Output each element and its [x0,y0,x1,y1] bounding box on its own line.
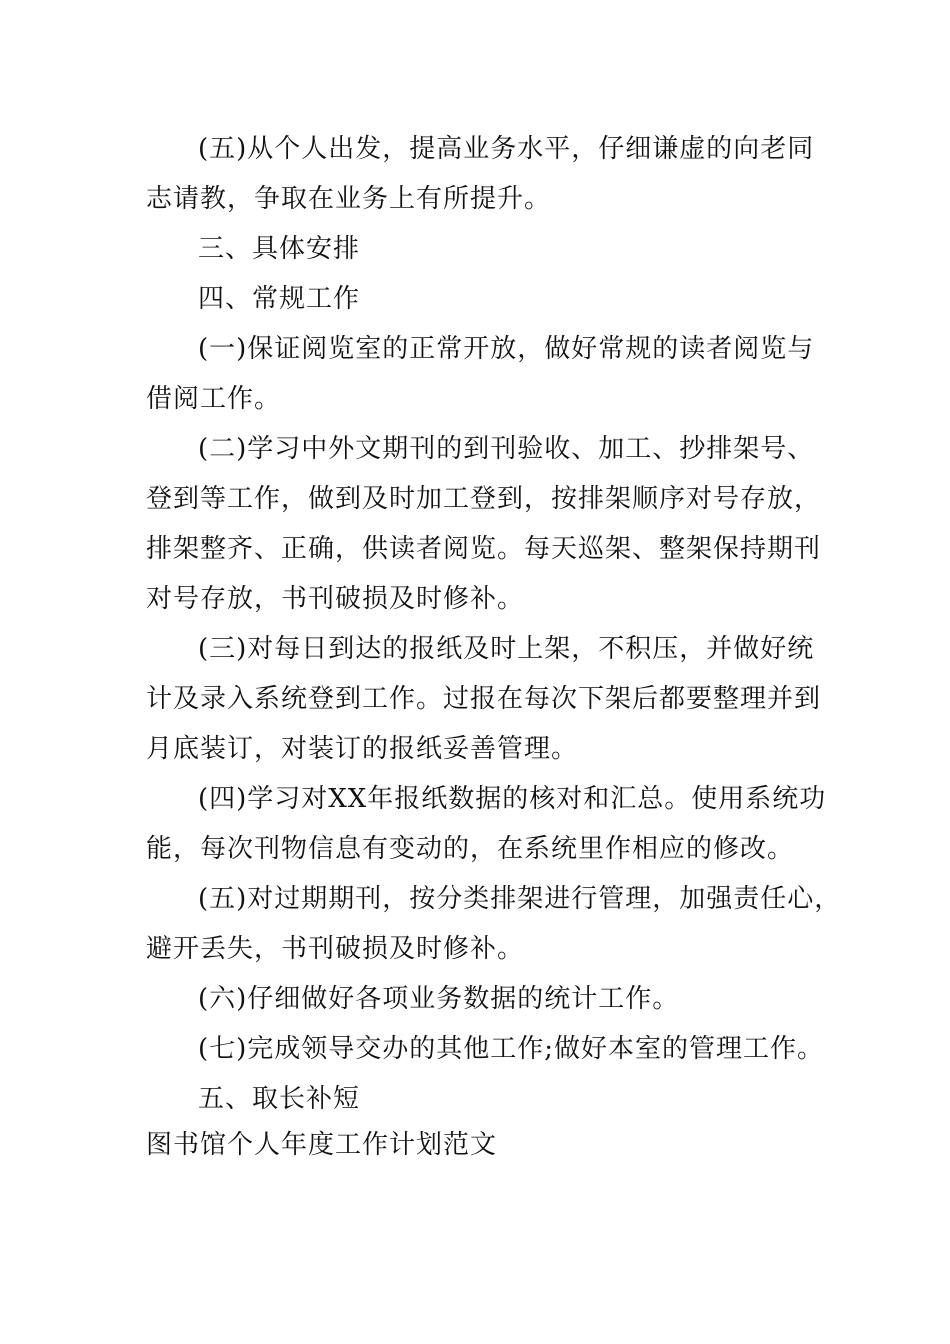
paragraph-line: 能，每次刊物信息有变动的，在系统里作相应的修改。 [146,834,795,864]
paragraph-line: (三)对每日到达的报纸及时上架，不积压，并做好统 [198,634,815,664]
paragraph-line: (四)学习对XX年报纸数据的核对和汇总。使用系统功 [198,784,827,814]
paragraph-line: 计及录入系统登到工作。过报在每次下架后都要整理并到 [146,684,822,714]
paragraph-line: (五)对过期期刊，按分类排架进行管理，加强责任心， [198,884,842,914]
paragraph-line: 月底装订，对装订的报纸妥善管理。 [146,734,579,764]
paragraph-line: 登到等工作，做到及时加工登到，按排架顺序对号存放， [146,484,822,514]
section-heading: 四、常规工作 [198,284,361,314]
section-heading: 五、取长补短 [198,1084,361,1114]
paragraph-line: 借阅工作。 [146,384,282,414]
paragraph-line: (七)完成领导交办的其他工作;做好本室的管理工作。 [198,1034,825,1064]
paragraph-line: (六)仔细做好各项业务数据的统计工作。 [198,984,680,1014]
section-heading: 三、具体安排 [198,234,361,264]
paragraph-line: (一)保证阅览室的正常开放，做好常规的读者阅览与 [198,334,815,364]
paragraph-line: (五)从个人出发，提高业务水平，仔细谦虚的向老同 [198,134,815,164]
paragraph-line: (二)学习中外文期刊的到刊验收、加工、抄排架号、 [198,434,815,464]
document-title: 图书馆个人年度工作计划范文 [146,1130,498,1160]
paragraph-line: 避开丢失，书刊破损及时修补。 [146,934,525,964]
paragraph-line: 对号存放，书刊破损及时修补。 [146,584,525,614]
paragraph-line: 排架整齐、正确，供读者阅览。每天巡架、整架保持期刊 [146,534,822,564]
paragraph-line: 志请教，争取在业务上有所提升。 [146,184,552,214]
